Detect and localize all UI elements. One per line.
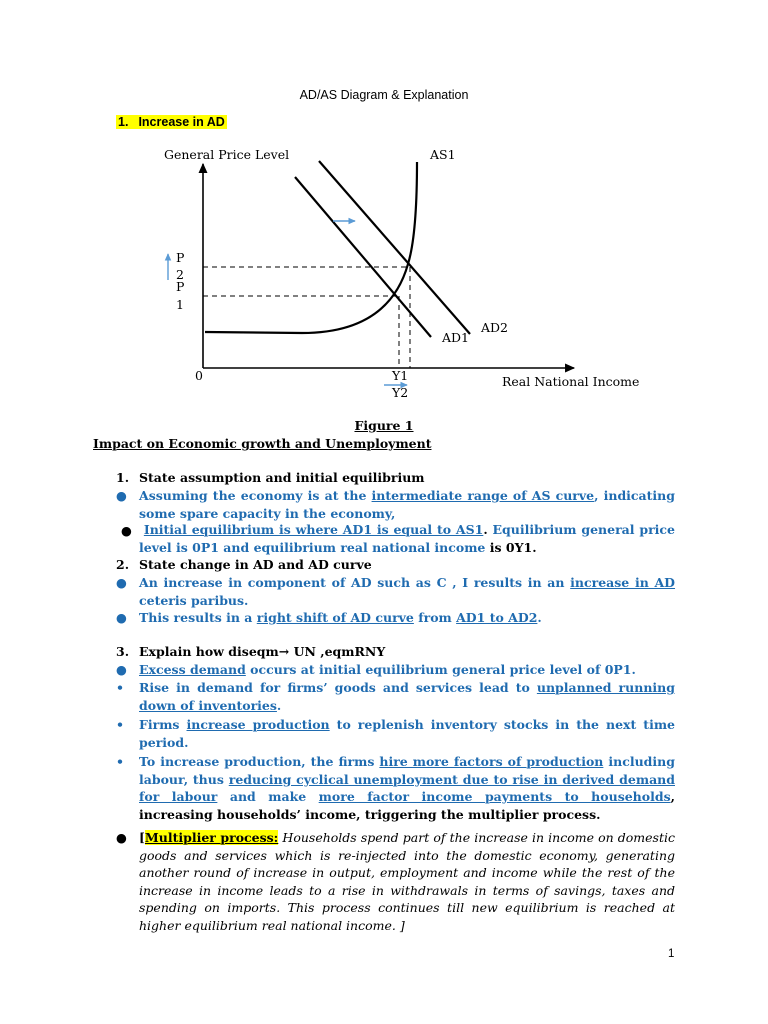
bullet-icon: ● — [116, 830, 127, 845]
ad1-curve-label: AD1 — [442, 330, 470, 345]
bullet-icon: • — [116, 717, 124, 732]
p2-label-2: 2 — [176, 267, 184, 282]
step-3-bullet-1: Excess demand occurs at initial equilibrium general price level of 0P1. — [139, 662, 636, 677]
ad-as-diagram — [0, 140, 768, 410]
bullet-icon: ● — [116, 488, 127, 503]
bullet-icon: • — [116, 680, 124, 695]
section-number: 1. — [118, 115, 129, 129]
multiplier-process-text: [Multiplier process: Households spend part of the increase in income on domestic goods and services which is re-injected into the domestic economy, generating another round of increase in output, employment and income while the rest of the increase in income leads to a rise in withdrawals in terms of savings, taxes and spending on imports. This process continues till new equilibrium is reached at higher equilibrium real national income. ] — [139, 830, 675, 933]
y-axis-label: General Price Level — [164, 147, 290, 162]
step-2-heading: State change in AD and AD curve — [139, 557, 372, 572]
step-1-bullet-2: Initial equilibrium is where AD1 is equal to AS1. Equilibrium general price level is 0P1 and equilibrium real national income is 0Y1. — [139, 522, 675, 555]
step-1-bullet-1: Assuming the economy is at the intermediate range of AS curve, indicating some spare capacity in the economy, — [139, 488, 675, 521]
y2-label: Y2 — [392, 385, 409, 400]
page-number: 1 — [668, 948, 675, 960]
step-2-number: 2. — [116, 557, 130, 572]
step-3-heading: Explain how diseqm→ UN ,eqmRNY — [139, 644, 386, 659]
section-heading — [116, 115, 227, 129]
ad2-curve — [319, 161, 470, 334]
p2-label-1: P — [176, 250, 185, 265]
p1-label-2: 1 — [176, 297, 184, 312]
x-axis-label: Real National Income — [502, 374, 640, 389]
bullet-icon: ● — [121, 523, 132, 538]
ad2-curve-label: AD2 — [481, 320, 509, 335]
as-curve-label: AS1 — [430, 147, 456, 162]
bullet-icon: ● — [116, 610, 127, 625]
step-3-bullet-2: Rise in demand for firms’ goods and services lead to unplanned running down of inventories. — [139, 680, 675, 713]
impact-heading: Impact on Economic growth and Unemployment — [93, 436, 432, 451]
step-2-bullet-1: An increase in component of AD such as C , I results in an increase in AD ceteris paribus. — [139, 575, 676, 608]
bullet-icon: ● — [116, 575, 127, 590]
as-curve — [205, 162, 417, 333]
bullet-icon: • — [116, 754, 124, 769]
document-title: AD/AS Diagram & Explanation — [299, 88, 469, 102]
bullet-icon: ● — [116, 662, 127, 677]
step-1-heading: State assumption and initial equilibrium — [139, 470, 425, 485]
section-label: Increase in AD — [138, 115, 225, 129]
step-1-number: 1. — [116, 470, 130, 485]
y1-label: Y1 — [392, 368, 409, 383]
figure-caption: Figure 1 — [354, 418, 414, 433]
step-2-bullet-2: This results in a right shift of AD curve from AD1 to AD2. — [139, 610, 542, 625]
origin-label: 0 — [195, 368, 203, 383]
p1-label-1: P — [176, 279, 185, 294]
step-3-bullet-3: Firms increase production to replenish inventory stocks in the next time period. — [139, 717, 676, 750]
step-3-bullet-4: To increase production, the firms hire more factors of production including labour, thus reducing cyclical unemployment due to rise in derived demand for labour and make more factor income payments to households, increasing households’ income, triggering the multiplier process. — [139, 754, 675, 822]
step-3-number: 3. — [116, 644, 130, 659]
